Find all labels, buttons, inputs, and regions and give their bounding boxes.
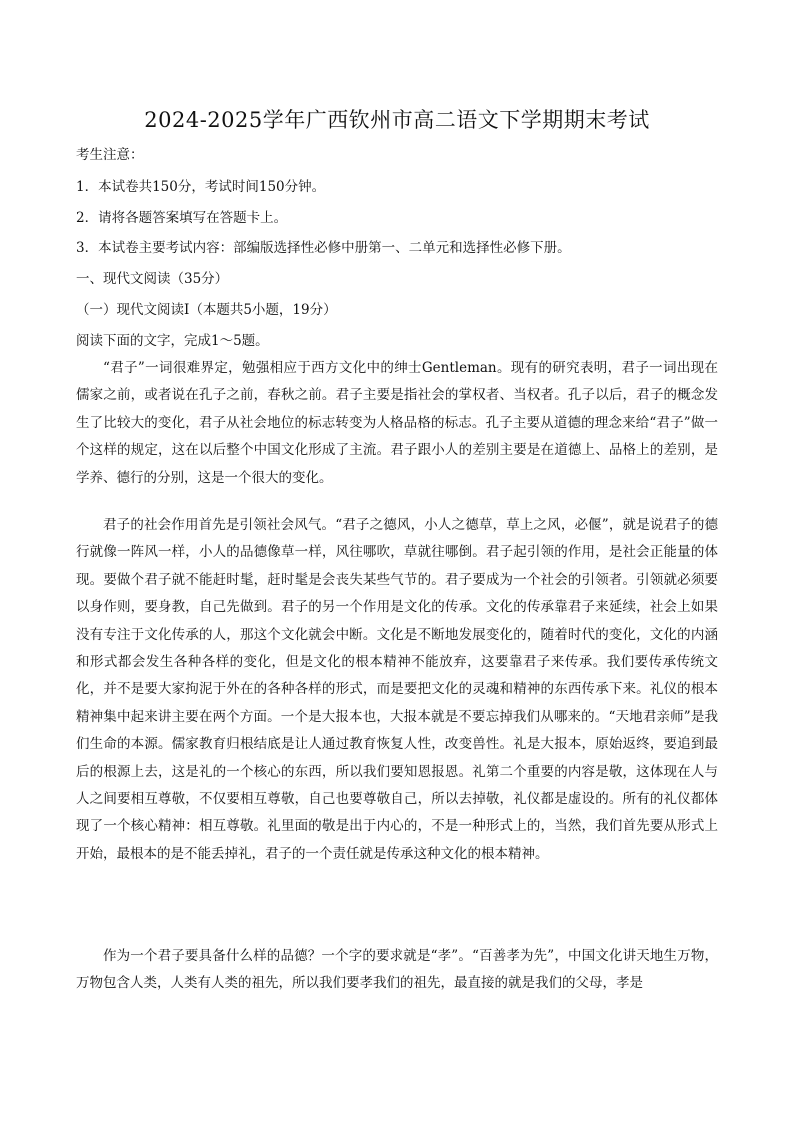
passage-paragraph-3: 作为一个君子要具备什么样的品德？一个字的要求就是“孝”。“百善孝为先”，中国文化讲天地生万物，万物包含人类，人类有人类的祖先，所以我们要孝我们的祖先，最直接的就是我们的父母，孝是 [76, 948, 718, 992]
passage-paragraph-1: “君子”一词很难界定，勉强相应于西方文化中的绅士Gentleman。现有的研究表明，君子一词出现在儒家之前，或者说在孔子之前，春秋之前。君子主要是指社会的掌权者、当权者。孔子以后，君子的概念发生了比较大的变化，君子从社会地位的标志转变为人格品格的标志。孔子主要从道德的理念来给“君子”做一个这样的规定，这在以后整个中国文化形成了主流。君子跟小人的差别主要是在道德上、品格上的差别，是学养、德行的分别，这是一个很大的变化。 [76, 360, 718, 486]
exam-title: 2024-2025学年广西钦州市高二语文下学期期末考试 [144, 108, 650, 132]
reading-instruction: 阅读下面的文字，完成1～5题。 [76, 333, 269, 349]
notice-item-2: 2．请将各题答案填写在答题卡上。 [76, 210, 288, 226]
notice-item-1: 1．本试卷共150分，考试时间150分钟。 [76, 179, 326, 195]
notice-item-3: 3．本试卷主要考试内容：部编版选择性必修中册第一、二单元和选择性必修下册。 [76, 240, 571, 256]
section-subheading: （一）现代文阅读Ⅰ（本题共5小题，19分） [76, 302, 337, 318]
notice-heading: 考生注意： [76, 147, 144, 163]
section-heading: 一、现代文阅读（35分） [76, 271, 229, 287]
passage-paragraph-2: 君子的社会作用首先是引领社会风气。“君子之德风，小人之德草，草上之风，必偃”，就是说君子的德行就像一阵风一样，小人的品德像草一样，风往哪吹，草就往哪倒。君子起引领的作用，是社会正能量的体现。要做个君子就不能赶时髦，赶时髦是会丧失某些气节的。君子要成为一个社会的引领者。引领就必须要以身作则，要身教，自己先做到。君子的另一个作用是文化的传承。文化的传承靠君子来延续，社会上如果没有专注于文化传承的人，那这个文化就会中断。文化是不断地发展变化的，随着时代的变化，文化的内涵和形式都会发生各种各样的变化，但是文化的根本精神不能放弃，这要靠君子来传承。我们要传承传统文化，并不是要大家拘泥于外在的各种各样的形式，而是要把文化的灵魂和精神的东西传承下来。礼仪的根本精神集中起来讲主要在两个方面。一个是大报本也，大报本就是不要忘掉我们从哪来的。“天地君亲师”是我们生命的本源。儒家教育归根结底是让人通过教育恢复人性，改变兽性。礼是大报本，原始返终，要追到最后的根源上去，这是礼的一个核心的东西，所以我们要知恩报恩。礼第二个重要的内容是敬，这体现在人与人之间要相互尊敬，不仅要相互尊敬，自己也要尊敬自己，所以去掉敬，礼仪都是虚设的。所有的礼仪都体现了一个核心精神：相互尊敬。礼里面的敬是出于内心的，不是一种形式上的，当然，我们首先要从形式上开始，最根本的是不能丢掉礼，君子的一个责任就是传承这种文化的根本精神。 [76, 517, 718, 862]
